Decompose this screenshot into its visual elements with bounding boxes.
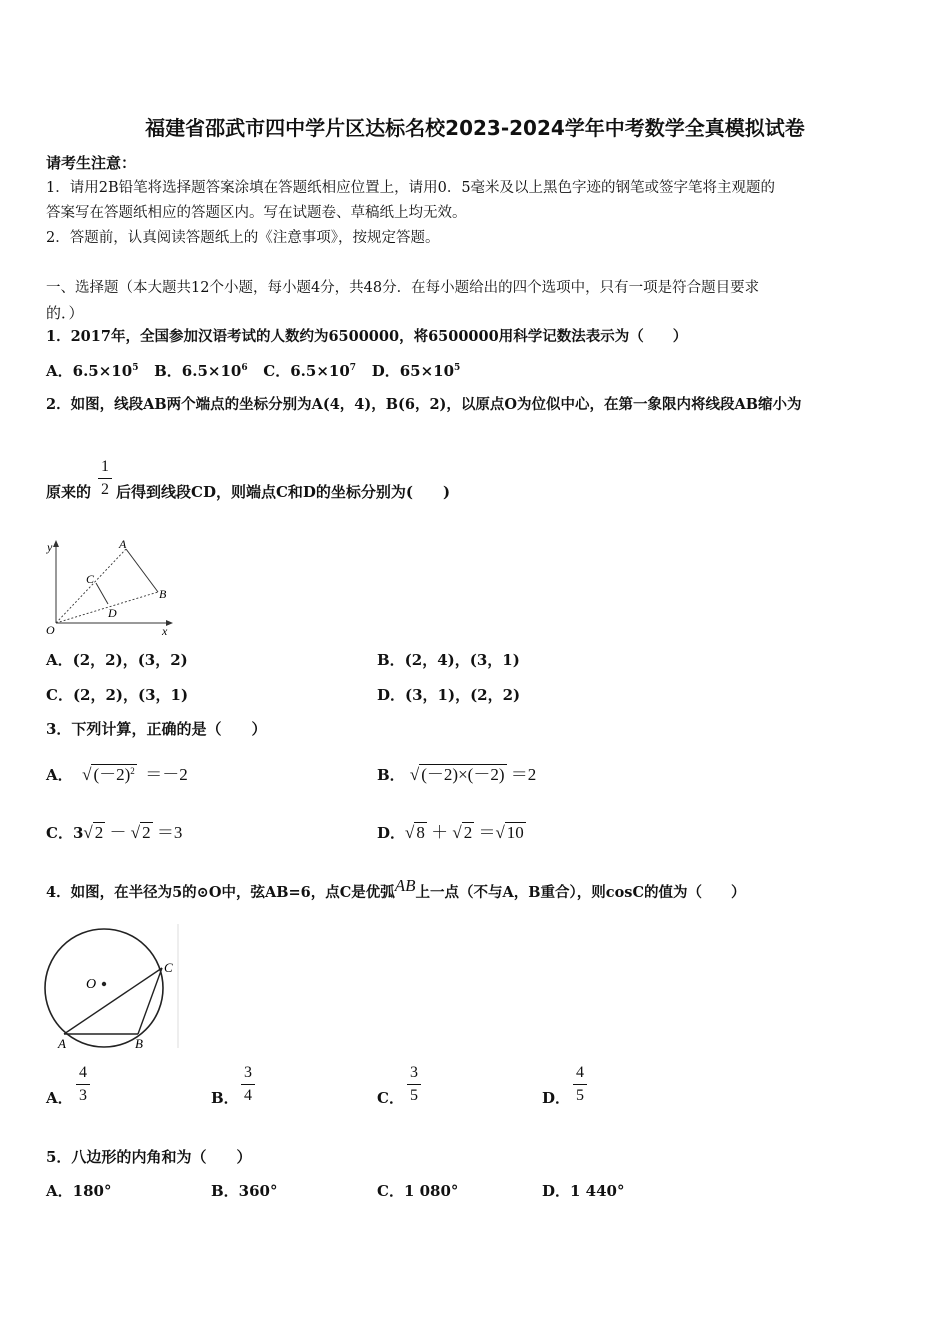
question-2-option-c: C．(2，2)，(3，1) <box>46 686 189 704</box>
question-5-option-d: D．1 440° <box>542 1182 625 1200</box>
question-4-option-b-label: B． <box>211 1089 239 1107</box>
chord-ac <box>64 968 162 1034</box>
question-2-stem-2-prefix: 原来的 <box>46 483 92 501</box>
segment-ab <box>126 549 158 592</box>
question-3-option-d: D．√ 8 ＋ √ 2 ＝√ 10 <box>377 823 524 842</box>
question-2-figure <box>40 535 180 640</box>
segment-ob <box>56 592 158 623</box>
point-c-label: C <box>164 960 173 975</box>
question-2-option-a: A．(2，2)，(3，2) <box>46 651 188 669</box>
question-3-option-a: A． √ $(-2)^2 =-2$ <box>46 765 188 784</box>
question-5-option-a: A．180° <box>46 1182 112 1200</box>
question-4-option-c-fraction: 3 5 <box>406 1062 422 1107</box>
question-1-stem: 1．2017年，全国参加汉语考试的人数约为6500000，将6500000用科学记数法表示为（ ） <box>46 328 688 345</box>
point-b-label: B <box>135 1036 143 1051</box>
notice-line-2: 2．答题前，认真阅读答题纸上的《注意事项》，按规定答题。 <box>46 230 440 246</box>
fraction-one-half: 1 2 <box>97 456 113 501</box>
point-c-label: C <box>86 572 95 586</box>
point-o-label: O <box>46 623 55 637</box>
notice-line-1: 1．请用2B铅笔将选择题答案涂填在答题纸相应位置上，请用0．5毫米及以上黑色字迹的钢笔或签字笔将主观题的 <box>46 180 776 196</box>
question-2-option-b: B．(2，4)，(3，1) <box>377 651 520 669</box>
option-a: A．$6.5\times 10^5$ <box>46 362 139 380</box>
notice-heading: 请考生注意： <box>46 154 137 172</box>
option-b: B．$6.5\times 10^6$ <box>154 362 248 380</box>
question-5-option-b: B．360° <box>211 1182 278 1200</box>
question-3-stem: 3．下列计算，正确的是（ ） <box>46 720 267 738</box>
question-5-stem: 5．八边形的内角和为（ ） <box>46 1148 252 1166</box>
option-d: D．$65\times 10^5$ <box>371 362 461 380</box>
question-2-stem-2-suffix: 后得到线段CD，则端点C和D的坐标分别为( ) <box>116 483 451 501</box>
point-a-label: A <box>119 537 127 551</box>
question-2-stem: 2．如图，线段AB两个端点的坐标分别为A(4，4)，B(6，2)，以原点O为位似中心，在第一象限内将线段AB缩小为 <box>46 396 802 413</box>
question-4-figure <box>40 922 182 1054</box>
center-point <box>102 982 106 986</box>
question-2-option-d: D．(3，1)，(2，2) <box>377 686 521 704</box>
point-d-label: D <box>108 606 117 620</box>
segment-cd <box>96 583 108 604</box>
circle-o <box>45 929 163 1047</box>
section-heading-line-1: 一、选择题（本大题共12个小题，每小题4分，共48分．在每小题给出的四个选项中，只有一项是符合题目要求 <box>46 280 760 296</box>
option-c: C．$6.5\times 10^7$ <box>263 362 357 380</box>
question-4-option-c-label: C． <box>377 1089 404 1107</box>
page-title: 福建省邵武市四中学片区达标名校2023-2024学年中考数学全真模拟试卷 <box>145 116 805 140</box>
question-4-option-a-fraction: 4 3 <box>75 1062 91 1107</box>
question-4-option-b-fraction: 3 4 <box>240 1062 256 1107</box>
axis-x-label: x <box>162 624 168 638</box>
question-4-stem: 4．如图，在半径为5的⊙O中，弦AB=6，点C是优弧AB上一点（不与A，B重合），则cosC的值为（ ） <box>46 876 746 901</box>
question-4-option-d-label: D． <box>542 1089 571 1107</box>
question-4-option-a-label: A． <box>46 1089 73 1107</box>
question-5-option-c: C．1 080° <box>377 1182 459 1200</box>
point-o-label: O <box>86 977 97 992</box>
axis-y-label: y <box>47 540 53 554</box>
point-a-label: A <box>58 1036 66 1051</box>
question-3-option-b: B． √ (－2)×(－2) ＝2 <box>377 765 537 784</box>
arc-ab: AB <box>394 876 416 895</box>
point-b-label: B <box>159 587 167 601</box>
notice-line-1b: 答案写在答题纸相应的答题区内。写在试题卷、草稿纸上均无效。 <box>46 205 467 221</box>
question-3-option-c: C．3√ 2 － √ 2 ＝3 <box>46 823 183 842</box>
question-4-option-d-fraction: 4 5 <box>572 1062 588 1107</box>
section-heading-line-2: 的．） <box>46 304 84 322</box>
question-1-options <box>46 361 460 381</box>
